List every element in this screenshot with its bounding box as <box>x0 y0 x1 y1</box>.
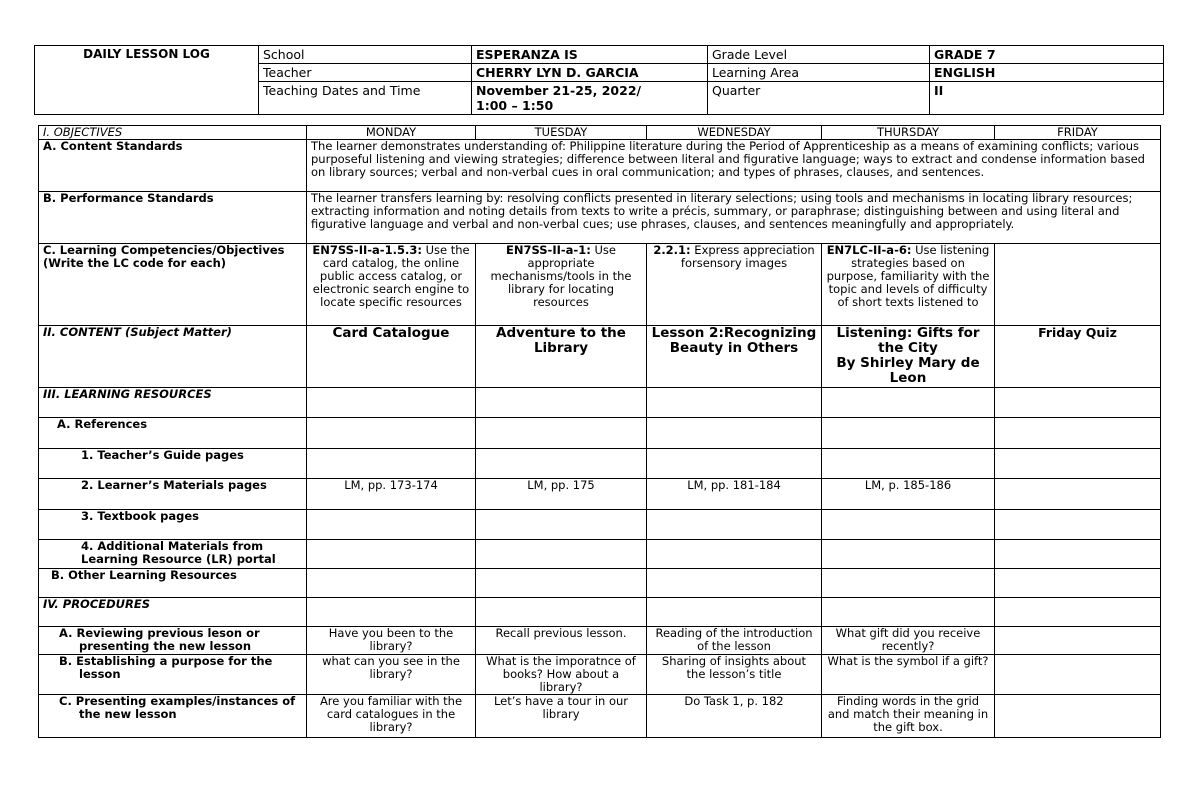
day-tuesday: TUESDAY <box>476 126 647 140</box>
dates-value <box>472 82 708 115</box>
competency-code: EN7LC-II-a-6: <box>826 243 912 257</box>
log-title: DAILY LESSON LOG <box>35 46 259 115</box>
cell <box>995 655 1161 695</box>
competency-tuesday <box>476 244 647 326</box>
cell <box>307 388 476 418</box>
lm-pages-label: 2. Learner’s Materials pages <box>39 479 307 510</box>
school-label: School <box>259 46 472 64</box>
other-resources-row <box>39 569 1161 598</box>
proc-c-label <box>39 695 307 738</box>
cell <box>307 418 476 449</box>
cell <box>822 418 995 449</box>
teacher-label: Teacher <box>259 64 472 82</box>
competency-code: EN7SS-II-a-1: <box>506 243 591 257</box>
cell <box>476 540 647 569</box>
proc-c-wednesday: Do Task 1, p. 182 <box>647 695 822 738</box>
proc-b-thursday: What is the symbol if a gift? <box>822 655 995 695</box>
proc-b-label <box>39 655 307 695</box>
school-value: ESPERANZA IS <box>472 46 708 64</box>
objectives-row <box>39 126 1161 140</box>
content-standards-text: The learner demonstrates understanding of: Philippine literature during the Period of Apprenticeship as a means of examining conflicts; various purposeful listening and viewing strategies; difference between literal and figurative language; ways to extract and condense information based on library sources; verbal and non-verbal cues in oral communication; and types of phrases, clauses, and sentences. <box>307 140 1161 192</box>
proc-b-text: B. Establishing a purpose for the lesson <box>59 654 273 681</box>
objectives-heading: I. OBJECTIVES <box>39 126 307 140</box>
cell <box>307 569 476 598</box>
lm-wednesday: LM, pp. 181-184 <box>647 479 822 510</box>
grade-value: GRADE 7 <box>930 46 1164 64</box>
dates-value-line1: November 21-25, 2022/ <box>476 83 642 98</box>
content-standards-row <box>39 140 1161 192</box>
cell <box>995 510 1161 540</box>
lesson-table <box>38 125 1161 738</box>
cell <box>476 388 647 418</box>
content-friday: Friday Quiz <box>995 326 1161 388</box>
procedures-row <box>39 598 1161 627</box>
cell <box>647 540 822 569</box>
proc-b-monday: what can you see in the library? <box>307 655 476 695</box>
cell <box>476 418 647 449</box>
competency-wednesday <box>647 244 822 326</box>
grade-label: Grade Level <box>708 46 930 64</box>
cell <box>995 598 1161 627</box>
dates-label: Teaching Dates and Time <box>259 82 472 115</box>
header-table <box>34 45 1164 115</box>
proc-a-monday: Have you been to the library? <box>307 627 476 655</box>
cell <box>476 569 647 598</box>
competency-friday <box>995 244 1161 326</box>
proc-a-text: A. Reviewing previous leson or presenting the new lesson <box>59 626 260 653</box>
references-label: A. References <box>39 418 307 449</box>
proc-a-row <box>39 627 1161 655</box>
competency-monday <box>307 244 476 326</box>
cell <box>647 449 822 479</box>
dates-value-line2: 1:00 – 1:50 <box>476 98 554 113</box>
competencies-row <box>39 244 1161 326</box>
cell <box>822 569 995 598</box>
proc-a-wednesday: Reading of the introduction of the lesson <box>647 627 822 655</box>
cell <box>995 418 1161 449</box>
quarter-label: Quarter <box>708 82 930 115</box>
teacher-value: CHERRY LYN D. GARCIA <box>472 64 708 82</box>
cell <box>822 449 995 479</box>
content-thursday-author: By Shirley Mary de Leon <box>836 355 980 386</box>
performance-standards-label: B. Performance Standards <box>39 192 307 244</box>
proc-b-row <box>39 655 1161 695</box>
proc-a-label <box>39 627 307 655</box>
day-wednesday: WEDNESDAY <box>647 126 822 140</box>
additional-materials-label: 4. Additional Materials from Learning Resource (LR) portal <box>39 540 307 569</box>
cell <box>647 569 822 598</box>
content-thursday <box>822 326 995 388</box>
cell <box>647 418 822 449</box>
cell <box>307 510 476 540</box>
additional-materials-row <box>39 540 1161 569</box>
proc-a-tuesday: Recall previous lesson. <box>476 627 647 655</box>
proc-c-thursday: Finding words in the grid and match their meaning in the gift box. <box>822 695 995 738</box>
proc-c-tuesday: Let’s have a tour in our library <box>476 695 647 738</box>
content-row <box>39 326 1161 388</box>
proc-b-tuesday: What is the imporatnce of books? How about a library? <box>476 655 647 695</box>
lm-tuesday: LM, pp. 175 <box>476 479 647 510</box>
cell <box>995 540 1161 569</box>
proc-c-row <box>39 695 1161 738</box>
cell <box>647 510 822 540</box>
proc-a-thursday: What gift did you receive recently? <box>822 627 995 655</box>
cell <box>995 388 1161 418</box>
cell <box>822 388 995 418</box>
cell <box>995 569 1161 598</box>
lm-pages-row <box>39 479 1161 510</box>
quarter-value: II <box>930 82 1164 115</box>
textbook-pages-label: 3. Textbook pages <box>39 510 307 540</box>
other-resources-label: B. Other Learning Resources <box>39 569 307 598</box>
content-heading: II. CONTENT (Subject Matter) <box>39 326 307 388</box>
content-standards-label: A. Content Standards <box>39 140 307 192</box>
competency-code: 2.2.1: <box>653 243 691 257</box>
content-thursday-title: Listening: Gifts for the City <box>836 325 980 356</box>
cell <box>647 598 822 627</box>
tg-pages-label: 1. Teacher’s Guide pages <box>39 449 307 479</box>
competency-text: Use the card catalog, the online public access catalog, or electronic search engine to locate specific resources <box>312 243 470 309</box>
day-thursday: THURSDAY <box>822 126 995 140</box>
resources-heading: III. LEARNING RESOURCES <box>39 388 307 418</box>
lm-monday: LM, pp. 173-174 <box>307 479 476 510</box>
area-value: ENGLISH <box>930 64 1164 82</box>
area-label: Learning Area <box>708 64 930 82</box>
competencies-label: C. Learning Competencies/Objectives (Write the LC code for each) <box>39 244 307 326</box>
cell <box>647 388 822 418</box>
proc-c-monday: Are you familiar with the card catalogues in the library? <box>307 695 476 738</box>
procedures-heading: IV. PROCEDURES <box>39 598 307 627</box>
tg-pages-row <box>39 449 1161 479</box>
competency-thursday <box>822 244 995 326</box>
cell <box>822 598 995 627</box>
cell <box>307 449 476 479</box>
resources-row <box>39 388 1161 418</box>
day-monday: MONDAY <box>307 126 476 140</box>
references-row <box>39 418 1161 449</box>
cell <box>307 598 476 627</box>
competency-text: Use appropriate mechanisms/tools in the library for locating resources <box>490 243 632 309</box>
cell <box>307 540 476 569</box>
content-wednesday: Lesson 2:Recognizing Beauty in Others <box>647 326 822 388</box>
proc-c-text: C. Presenting examples/instances of the new lesson <box>59 694 296 721</box>
cell <box>995 479 1161 510</box>
content-monday: Card Catalogue <box>307 326 476 388</box>
cell <box>476 510 647 540</box>
performance-standards-text: The learner transfers learning by: resolving conflicts presented in literary selections; using tools and mechanisms in locating library resources; extracting information and noting details from texts to write a précis, summary, or paraphrase; distinguishing between and using literal and figurative language and verbal and non-verbal cues; use phrases, clauses, and sentences meaningfully and appropriately. <box>307 192 1161 244</box>
cell <box>822 510 995 540</box>
cell <box>476 449 647 479</box>
competency-code: EN7SS-II-a-1.5.3: <box>312 243 422 257</box>
cell <box>995 449 1161 479</box>
cell <box>995 627 1161 655</box>
cell <box>822 540 995 569</box>
competency-text: Express appreciation forsensory images <box>680 243 815 270</box>
proc-b-wednesday: Sharing of insights about the lesson’s title <box>647 655 822 695</box>
textbook-pages-row <box>39 510 1161 540</box>
cell <box>995 695 1161 738</box>
performance-standards-row <box>39 192 1161 244</box>
content-tuesday: Adventure to the Library <box>476 326 647 388</box>
lm-thursday: LM, p. 185-186 <box>822 479 995 510</box>
cell <box>476 598 647 627</box>
competency-text: Use listening strategies based on purpose, familiarity with the topic and levels of difficulty of short texts listened to <box>826 243 990 309</box>
day-friday: FRIDAY <box>995 126 1161 140</box>
